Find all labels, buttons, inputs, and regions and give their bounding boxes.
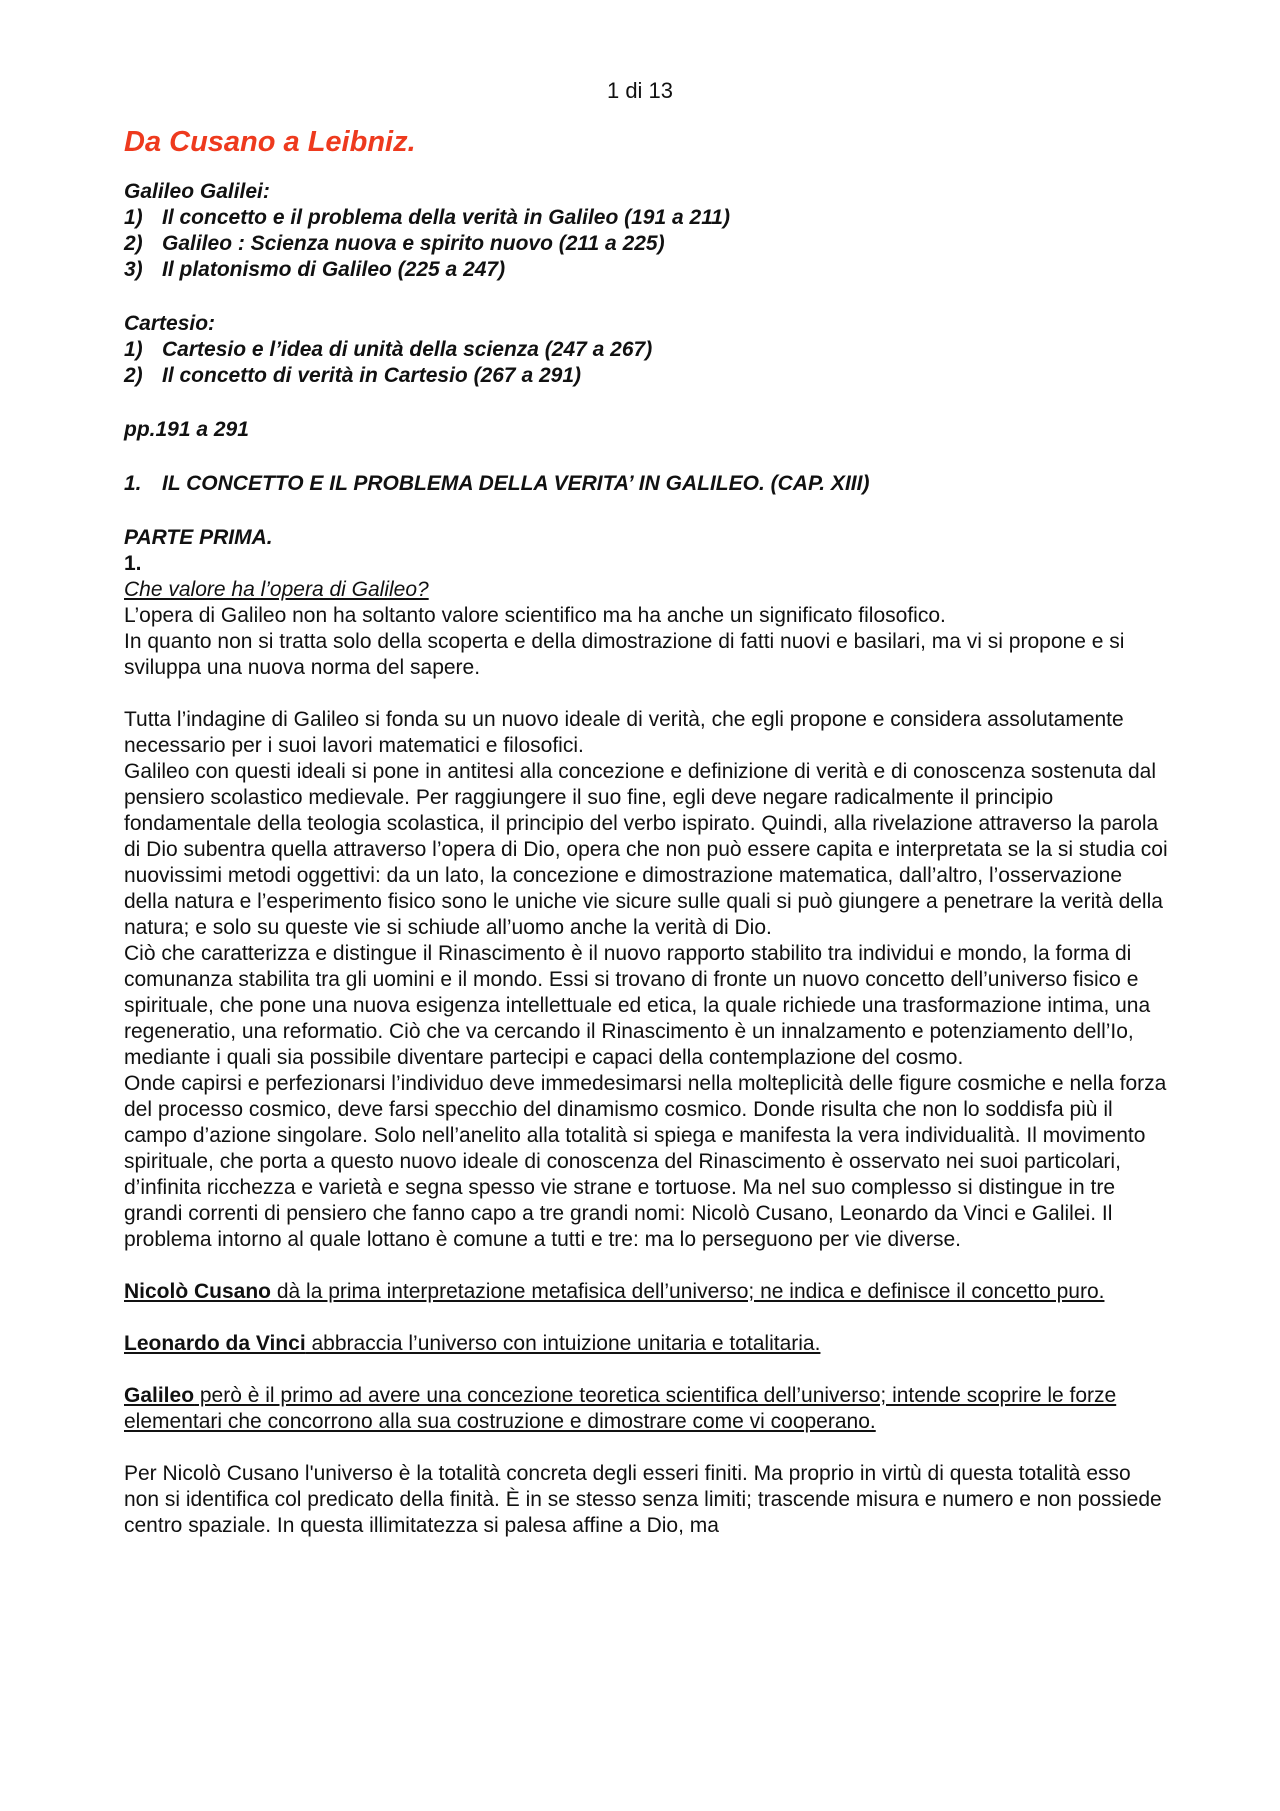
paragraph: Galileo con questi ideali si pone in antitesi alla concezione e definizione di verità e di conoscenza sostenuta dal pensiero scolastico medievale. Per raggiungere il suo fine, egli deve negare radicalmente il principio fondamentale della teologia scolastica, il principio del verbo ispirato. Quindi, alla rivelazione attraverso la parola di Dio subentra quella attraverso l’opera di Dio, opera che non può essere capita e interpretata se la si studia coi nuovissimi metodi oggettivi: da un lato, la concezione e dimostrazione matematica, dall’altro, l’osservazione della natura e l’esperimento fisico sono le uniche vie sicure sulle quali si può giungere a penetrare la verità della natura; e solo su queste vie si schiude all’uomo anche la verità di Dio. (124, 760, 1168, 939)
document-title: Da Cusano a Leibniz. (124, 126, 416, 158)
cusano-statement: Nicolò Cusano dà la prima interpretazione metafisica dell’universo; ne indica e definisce il concetto puro. (124, 1280, 1105, 1303)
list-item: 1) Cartesio e l’idea di unità della scienza (247 a 267) (124, 338, 653, 361)
galileo-contents-list (124, 205, 1170, 283)
paragraph: Per Nicolò Cusano l'universo è la totalità concreta degli esseri finiti. Ma proprio in virtù di questa totalità esso non si identifica col predicato della finità. È in se stesso senza limiti; trascende misura e numero e non possiede centro spaziale. In questa illimitatezza si palesa affine a Dio, ma (124, 1462, 1162, 1537)
paragraph: Ciò che caratterizza e distingue il Rinascimento è il nuovo rapporto stabilito tra individui e mondo, la forma di comunanza stabilita tra gli uomini e il mondo. Essi si trovano di fronte un nuovo concetto dell’universo fisico e spirituale, che pone una nuova esigenza intellettuale ed etica, la quale richiede una trasformazione intima, una regeneratio, una reformatio. Ciò che va cercando il Rinascimento è un innalzamento e potenziamento dell’Io, mediante i quali sia possibile diventare partecipi e capaci della contemplazione del cosmo. (124, 942, 1151, 1069)
section-question: Che valore ha l’opera di Galileo? (124, 578, 429, 601)
cartesio-contents-list (124, 337, 1170, 389)
document-body (124, 125, 1170, 1539)
pages-range: pp.191 a 291 (124, 418, 249, 441)
cartesio-heading: Cartesio: (124, 312, 216, 335)
part-heading: PARTE PRIMA. (124, 526, 273, 549)
paragraph: L’opera di Galileo non ha soltanto valore scientifico ma ha anche un significato filosofico. (124, 604, 946, 627)
paragraph: Tutta l’indagine di Galileo si fonda su un nuovo ideale di verità, che egli propone e considera assolutamente necessario per i suoi lavori matematici e filosofici. (124, 708, 1124, 757)
page-number: 1 di 13 (606, 78, 674, 103)
galileo-heading: Galileo Galilei: (124, 180, 270, 203)
list-item: 1) Il concetto e il problema della verità in Galileo (191 a 211) (124, 206, 730, 229)
paragraph: In quanto non si tratta solo della scoperta e della dimostrazione di fatti nuovi e basilari, ma vi si propone e si sviluppa una nuova norma del sapere. (124, 630, 1125, 679)
leonardo-statement: Leonardo da Vinci abbraccia l’universo con intuizione unitaria e totalitaria. (124, 1332, 821, 1355)
galilei-statement: Galileo però è il primo ad avere una concezione teoretica scientifica dell’universo; intende scoprire le forze elementari che concorrono alla sua costruzione e dimostrare come vi cooperano. (124, 1384, 1117, 1433)
list-item: 2) Il concetto di verità in Cartesio (267 a 291) (124, 364, 581, 387)
section-number: 1. (124, 552, 142, 575)
list-item: 2) Galileo : Scienza nuova e spirito nuovo (211 a 225) (124, 232, 665, 255)
paragraph: Onde capirsi e perfezionarsi l’individuo deve immedesimarsi nella molteplicità delle figure cosmiche e nella forza del processo cosmico, deve farsi specchio del dinamismo cosmico. Donde risulta che non lo soddisfa più il campo d’azione singolare. Solo nell’anelito alla totalità si spiega e manifesta la vera individualità. Il movimento spirituale, che porta a questo nuovo ideale di conoscenza del Rinascimento è osservato nei suoi particolari, d’infinita ricchezza e varietà e segna spesso vie strane e tortuose. Ma nel suo complesso si distingue in tre grandi correnti di pensiero che fanno capo a tre grandi nomi: Nicolò Cusano, Leonardo da Vinci e Galilei. Il problema intorno al quale lottano è comune a tutti e tre: ma lo perseguono per vie diverse. (124, 1072, 1167, 1251)
list-item: 3) Il platonismo di Galileo (225 a 247) (124, 258, 506, 281)
chapter-heading: 1. IL CONCETTO E IL PROBLEMA DELLA VERITA’ IN GALILEO. (CAP. XIII) (124, 472, 870, 495)
